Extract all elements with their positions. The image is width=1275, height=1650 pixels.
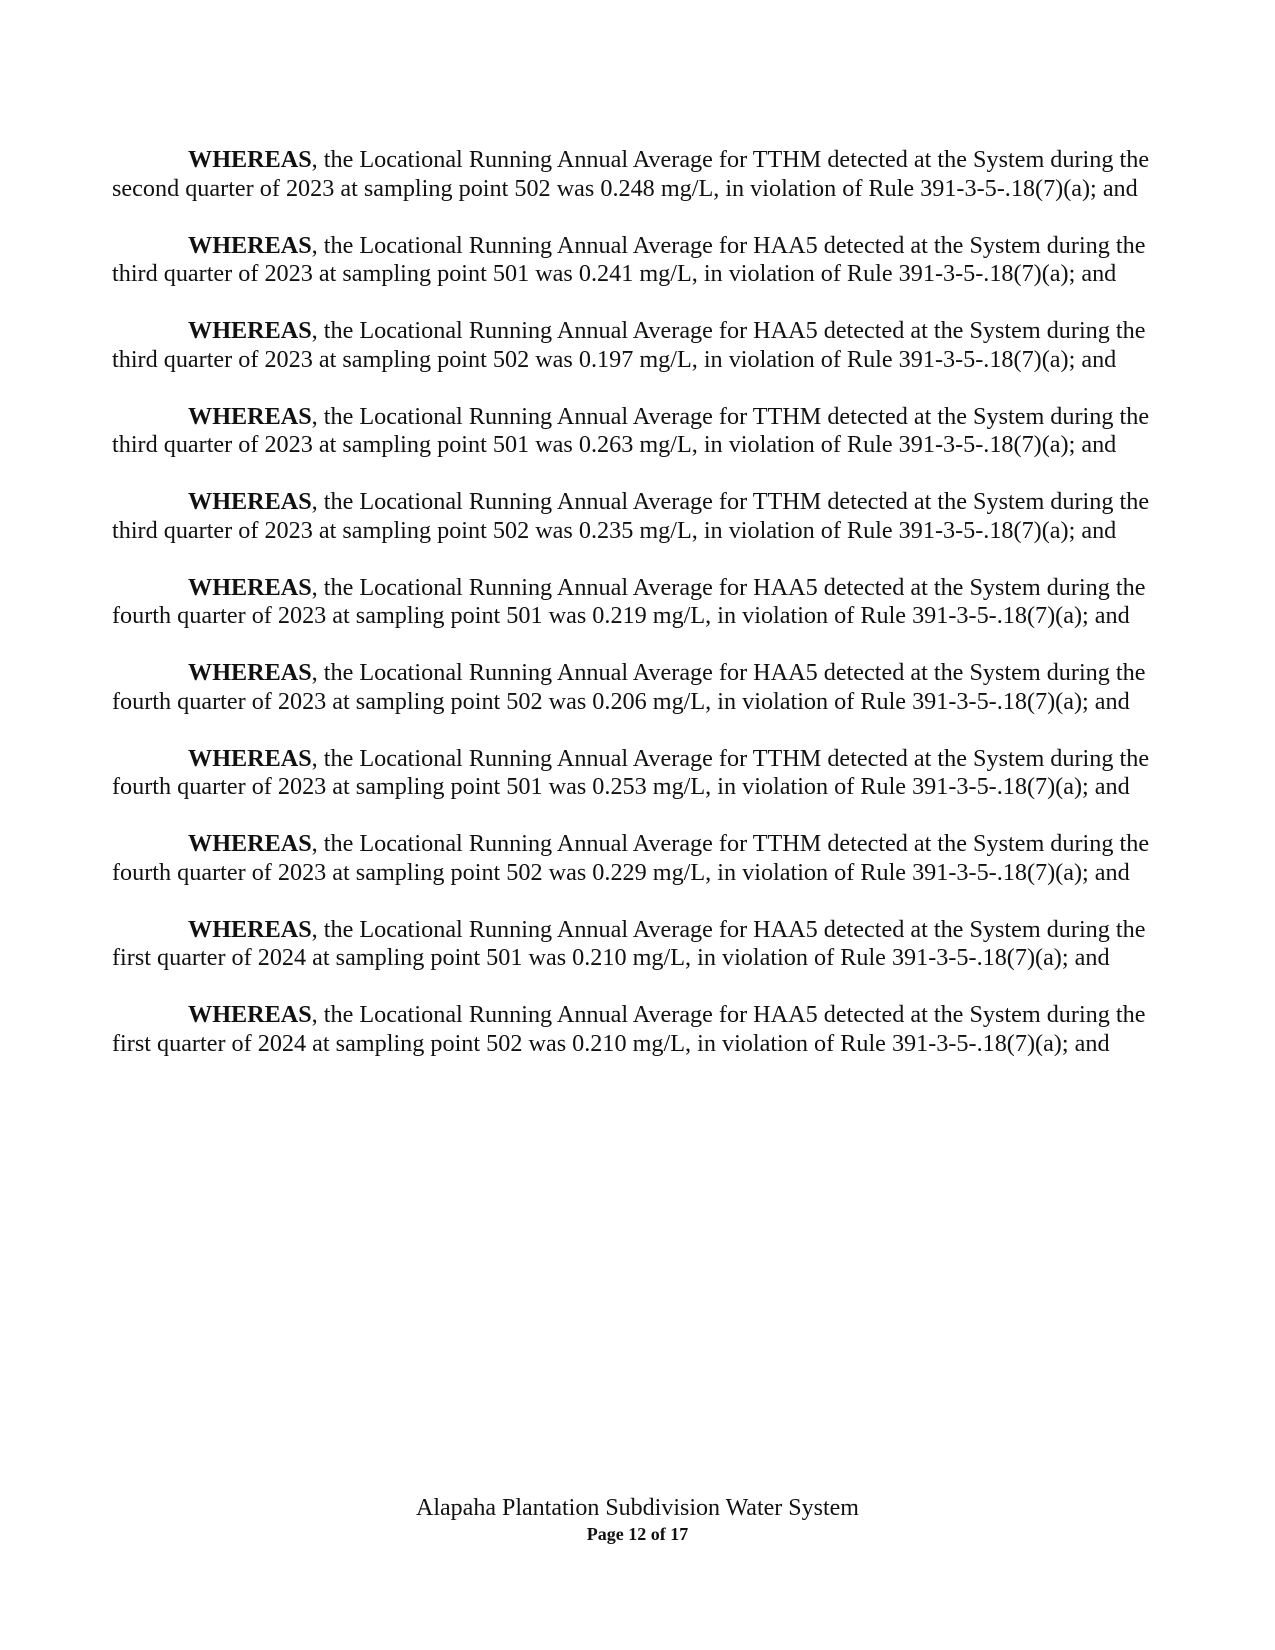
whereas-paragraph bbox=[112, 1001, 1165, 1058]
paragraph-lead: WHEREAS bbox=[188, 915, 312, 943]
footer-page-number: Page 12 of 17 bbox=[586, 1524, 689, 1544]
paragraph-text: , the Locational Running Annual Average for HAA5 detected at the System during the fourth quarter of 2023 at sampling point 502 was 0.206 mg/L, in violation of Rule 391-3-5-.18(7)(a); and bbox=[112, 659, 1146, 715]
paragraph-text: , the Locational Running Annual Average for TTHM detected at the System during the fourth quarter of 2023 at sampling point 501 was 0.253 mg/L, in violation of Rule 391-3-5-.18(7)(a); and bbox=[112, 744, 1150, 800]
paragraph-text: , the Locational Running Annual Average for HAA5 detected at the System during the third quarter of 2023 at sampling point 501 was 0.241 mg/L, in violation of Rule 391-3-5-.18(7)(a); and bbox=[112, 231, 1146, 287]
paragraph-text: , the Locational Running Annual Average for TTHM detected at the System during the third quarter of 2023 at sampling point 502 was 0.235 mg/L, in violation of Rule 391-3-5-.18(7)(a); and bbox=[112, 488, 1150, 544]
whereas-paragraph bbox=[112, 574, 1165, 631]
whereas-paragraph bbox=[112, 916, 1165, 973]
paragraph-lead: WHEREAS bbox=[188, 317, 312, 344]
whereas-paragraph bbox=[112, 488, 1165, 545]
paragraph-lead: WHEREAS bbox=[188, 573, 312, 601]
paragraph-lead: WHEREAS bbox=[188, 830, 312, 857]
paragraph-text: , the Locational Running Annual Average for HAA5 detected at the System during the first quarter of 2024 at sampling point 501 was 0.210 mg/L, in violation of Rule 391-3-5-.18(7)(a); and bbox=[112, 915, 1146, 971]
paragraph-lead: WHEREAS bbox=[188, 1001, 312, 1028]
whereas-paragraph bbox=[112, 659, 1165, 716]
paragraph-text: , the Locational Running Annual Average for TTHM detected at the System during the second quarter of 2023 at sampling point 502 was 0.248 mg/L, in violation of Rule 391-3-5-.18(7)(a); and bbox=[112, 146, 1150, 202]
paragraph-lead: WHEREAS bbox=[188, 231, 312, 259]
whereas-paragraph bbox=[112, 403, 1165, 460]
paragraph-lead: WHEREAS bbox=[188, 488, 312, 515]
paragraph-text: , the Locational Running Annual Average for HAA5 detected at the System during the third quarter of 2023 at sampling point 502 was 0.197 mg/L, in violation of Rule 391-3-5-.18(7)(a); and bbox=[112, 317, 1146, 373]
paragraph-text: , the Locational Running Annual Average for TTHM detected at the System during the fourth quarter of 2023 at sampling point 502 was 0.229 mg/L, in violation of Rule 391-3-5-.18(7)(a); and bbox=[112, 830, 1150, 886]
whereas-paragraph bbox=[112, 830, 1165, 887]
whereas-paragraph bbox=[112, 745, 1165, 802]
paragraph-lead: WHEREAS bbox=[188, 744, 312, 772]
document-body bbox=[112, 146, 1165, 1087]
paragraph-lead: WHEREAS bbox=[188, 659, 312, 686]
paragraph-text: , the Locational Running Annual Average for TTHM detected at the System during the third quarter of 2023 at sampling point 501 was 0.263 mg/L, in violation of Rule 391-3-5-.18(7)(a); and bbox=[112, 402, 1150, 458]
paragraph-text: , the Locational Running Annual Average for HAA5 detected at the System during the first quarter of 2024 at sampling point 502 was 0.210 mg/L, in violation of Rule 391-3-5-.18(7)(a); and bbox=[112, 1001, 1146, 1057]
whereas-paragraph bbox=[112, 146, 1165, 203]
whereas-paragraph bbox=[112, 232, 1165, 289]
paragraph-lead: WHEREAS bbox=[188, 146, 312, 173]
footer-system-name: Alapaha Plantation Subdivision Water System bbox=[416, 1495, 859, 1521]
whereas-paragraph bbox=[112, 317, 1165, 374]
paragraph-lead: WHEREAS bbox=[188, 402, 312, 430]
page-footer bbox=[0, 1494, 1275, 1546]
paragraph-text: , the Locational Running Annual Average for HAA5 detected at the System during the fourth quarter of 2023 at sampling point 501 was 0.219 mg/L, in violation of Rule 391-3-5-.18(7)(a); and bbox=[112, 573, 1146, 629]
